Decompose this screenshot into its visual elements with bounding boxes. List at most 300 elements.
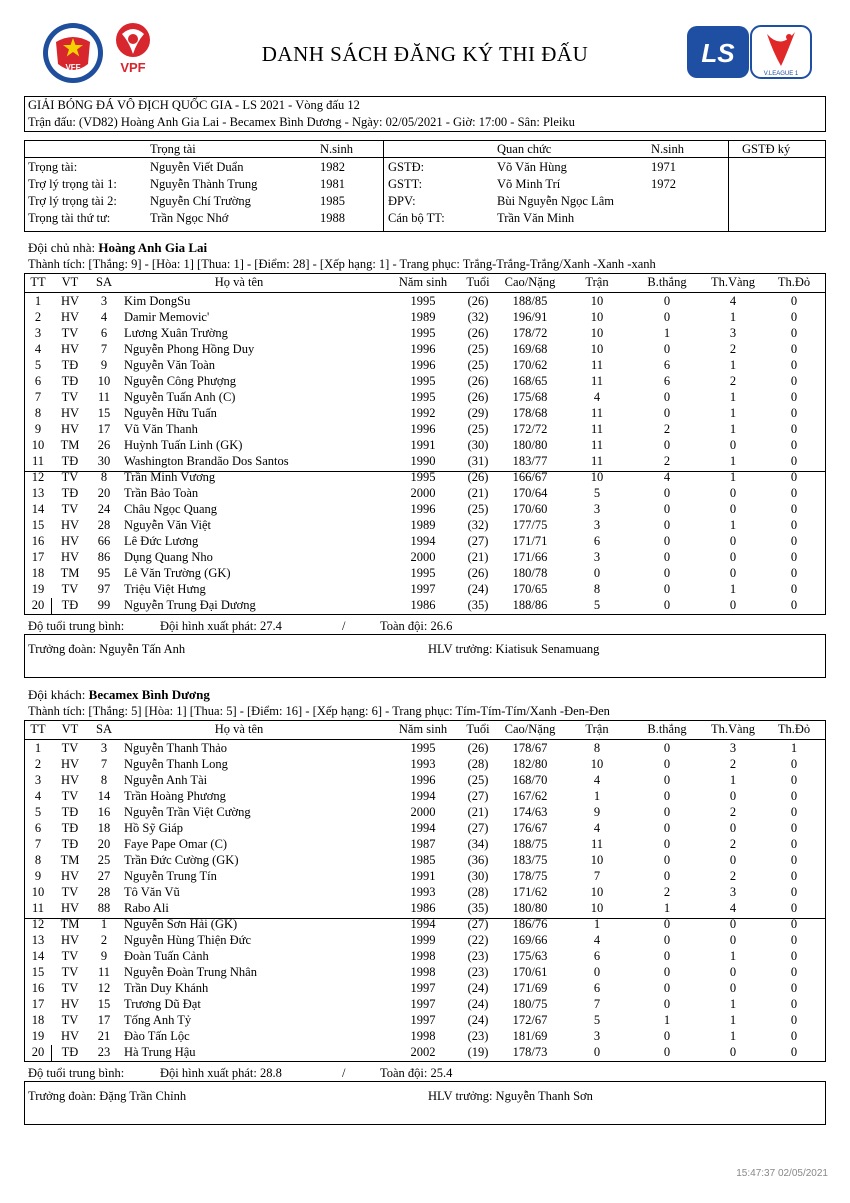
home-team-name: Hoàng Anh Gia Lai (98, 240, 208, 255)
cell-hw: 175/68 (512, 390, 548, 404)
table-row (0, 533, 850, 549)
cell-red: 0 (790, 853, 798, 867)
cell-matches: 0 (593, 965, 601, 979)
cell-goals: 0 (663, 837, 671, 851)
cell-goals: 0 (663, 390, 671, 404)
cell-red: 0 (790, 598, 798, 612)
cell-red: 0 (790, 486, 798, 500)
cell-vt: TV (61, 470, 79, 484)
cell-age: (23) (467, 949, 489, 963)
cell-age: (25) (467, 422, 489, 436)
cell-red: 0 (790, 1013, 798, 1027)
cell-matches: 0 (593, 566, 601, 580)
cell-born: 1999 (410, 933, 436, 947)
cell-yellow: 1 (729, 422, 737, 436)
vpf-logo-text: VPF (120, 60, 146, 75)
cell-tt: 15 (31, 965, 45, 979)
referee-name: Nguyễn Thành Trung (150, 177, 258, 191)
away-avg-start: Đội hình xuất phát: 28.8 (160, 1066, 282, 1080)
cell-name: Trương Dũ Đạt (124, 997, 201, 1011)
home-record: Thành tích: [Thắng: 9] - [Hòa: 1] [Thua: 1] - [Điểm: 28] - [Xếp hạng: 1] - Trang phục: Trắng-Trắng-Trắng/Xanh -Xanh -xanh (28, 257, 656, 271)
officials-row (0, 210, 850, 226)
home-avg-label: Độ tuổi trung bình: (28, 619, 125, 633)
cell-tt: 17 (31, 550, 45, 564)
cell-goals: 0 (663, 805, 671, 819)
cell-born: 1994 (410, 534, 436, 548)
cell-matches: 5 (593, 598, 601, 612)
official-role: ĐPV: (388, 194, 416, 208)
cell-born: 1996 (410, 502, 436, 516)
cell-vt: HV (60, 773, 80, 787)
table-row (0, 357, 850, 373)
cell-red: 0 (790, 965, 798, 979)
cell-yellow: 1 (729, 518, 737, 532)
cell-age: (23) (467, 965, 489, 979)
cell-matches: 4 (593, 933, 601, 947)
cell-name: Nguyễn Đoàn Trung Nhân (124, 965, 257, 979)
cell-goals: 0 (663, 853, 671, 867)
cell-matches: 10 (590, 885, 604, 899)
table-row (0, 437, 850, 453)
away-team-heading (28, 687, 210, 703)
cell-matches: 6 (593, 981, 601, 995)
cell-goals: 0 (663, 1029, 671, 1043)
competition-line: GIẢI BÓNG ĐÁ VÔ ĐỊCH QUỐC GIA - LS 2021 - Vòng đấu 12 (28, 98, 360, 112)
cell-vt: TM (60, 917, 80, 931)
cell-goals: 1 (663, 326, 671, 340)
cell-born: 2000 (410, 550, 436, 564)
cell-born: 1996 (410, 358, 436, 372)
cell-age: (34) (467, 837, 489, 851)
table-row (0, 900, 850, 916)
cell-goals: 0 (663, 933, 671, 947)
cell-hw: 175/63 (512, 949, 548, 963)
cell-hw: 178/73 (512, 1045, 548, 1059)
cell-sa: 88 (97, 901, 111, 915)
cell-goals: 4 (663, 470, 671, 484)
cell-born: 2000 (410, 805, 436, 819)
cell-age: (25) (467, 358, 489, 372)
official-name: Võ Minh Trí (497, 177, 561, 191)
cell-goals: 0 (663, 869, 671, 883)
cell-red: 0 (790, 933, 798, 947)
cell-hw: 170/62 (512, 358, 548, 372)
cell-matches: 10 (590, 326, 604, 340)
cell-age: (28) (467, 757, 489, 771)
referee-year: 1981 (320, 177, 345, 191)
officials-header (0, 141, 850, 157)
cell-matches: 7 (593, 997, 601, 1011)
table-row (0, 980, 850, 996)
cell-vt: TĐ (61, 821, 79, 835)
cell-age: (27) (467, 821, 489, 835)
cell-name: Nguyễn Hùng Thiện Đức (124, 933, 252, 947)
official-role: GSTĐ: (388, 160, 425, 174)
cell-yellow: 1 (729, 997, 737, 1011)
cell-tt: 2 (34, 310, 42, 324)
cell-red: 0 (790, 997, 798, 1011)
cell-goals: 0 (663, 1045, 671, 1059)
cell-yellow: 0 (729, 1045, 737, 1059)
referee-role: Trợ lý trọng tài 1: (28, 177, 117, 191)
cell-sa: 20 (97, 837, 111, 851)
cell-age: (32) (467, 518, 489, 532)
cell-matches: 11 (590, 374, 604, 388)
cell-hw: 180/75 (512, 997, 548, 1011)
cell-vt: TV (61, 502, 79, 516)
ls-logo-text: LS (701, 38, 735, 68)
cell-tt: 20 (31, 1045, 45, 1059)
cell-red: 1 (790, 741, 798, 755)
cell-hw: 188/85 (512, 294, 548, 308)
cell-born: 1998 (410, 1029, 436, 1043)
cell-age: (25) (467, 773, 489, 787)
cell-yellow: 2 (729, 805, 737, 819)
cell-matches: 3 (593, 1029, 601, 1043)
cell-sa: 17 (97, 422, 111, 436)
cell-red: 0 (790, 294, 798, 308)
col-header-goals: B.thắng (647, 722, 687, 736)
cell-age: (26) (467, 566, 489, 580)
cell-goals: 2 (663, 422, 671, 436)
cell-yellow: 4 (729, 901, 737, 915)
cell-matches: 11 (590, 358, 604, 372)
cell-hw: 178/68 (512, 406, 548, 420)
cell-vt: HV (60, 534, 80, 548)
away-team-name: Becamex Bình Dương (88, 687, 210, 702)
cell-name: Nguyễn Trần Việt Cường (124, 805, 251, 819)
cell-tt: 14 (31, 502, 45, 516)
table-row (0, 325, 850, 341)
cell-age: (25) (467, 342, 489, 356)
cell-yellow: 0 (729, 550, 737, 564)
cell-born: 1996 (410, 342, 436, 356)
cell-sa: 11 (97, 965, 111, 979)
cell-age: (22) (467, 933, 489, 947)
cell-matches: 11 (590, 438, 604, 452)
referee-name: Nguyễn Viết Duẩn (150, 160, 244, 174)
col-header-yellow: Th.Vàng (710, 722, 756, 736)
cell-yellow: 3 (729, 326, 737, 340)
cell-name: Tống Anh Tỷ (124, 1013, 192, 1027)
cell-goals: 1 (663, 901, 671, 915)
cell-yellow: 1 (729, 358, 737, 372)
table-row (0, 405, 850, 421)
col-header-vt: VT (61, 275, 79, 289)
cell-born: 1991 (410, 438, 436, 452)
cell-name: Lê Đức Lương (124, 534, 199, 548)
referee-role: Trợ lý trọng tài 2: (28, 194, 117, 208)
cell-goals: 1 (663, 1013, 671, 1027)
cell-vt: HV (60, 997, 80, 1011)
home-coach: HLV trưởng: Kiatisuk Senamuang (428, 642, 600, 656)
cell-tt: 1 (34, 741, 42, 755)
table-row (0, 517, 850, 533)
cell-vt: HV (60, 294, 80, 308)
cell-yellow: 0 (729, 821, 737, 835)
cell-tt: 5 (34, 805, 42, 819)
cell-name: Huỳnh Tuấn Linh (GK) (124, 438, 243, 452)
cell-vt: TV (61, 326, 79, 340)
cell-tt: 7 (34, 837, 42, 851)
cell-vt: HV (60, 1029, 80, 1043)
col-header-name: Họ và tên (214, 275, 264, 289)
cell-vt: HV (60, 901, 80, 915)
cell-red: 0 (790, 1029, 798, 1043)
cell-name: Washington Brandão Dos Santos (124, 454, 289, 468)
official-year: 1971 (651, 160, 676, 174)
cell-vt: HV (60, 550, 80, 564)
table-row (0, 772, 850, 788)
cell-yellow: 1 (729, 949, 737, 963)
away-avg-slash: / (342, 1066, 346, 1080)
cell-vt: TĐ (61, 486, 79, 500)
cell-red: 0 (790, 454, 798, 468)
cell-goals: 0 (663, 438, 671, 452)
cell-red: 0 (790, 1045, 798, 1059)
cell-sa: 9 (100, 949, 108, 963)
cell-age: (24) (467, 582, 489, 596)
cell-matches: 3 (593, 550, 601, 564)
cell-age: (30) (467, 869, 489, 883)
cell-age: (19) (467, 1045, 489, 1059)
cell-yellow: 2 (729, 837, 737, 851)
cell-age: (29) (467, 406, 489, 420)
cell-goals: 6 (663, 374, 671, 388)
cell-matches: 4 (593, 390, 601, 404)
cell-tt: 12 (31, 470, 45, 484)
cell-sa: 14 (97, 789, 111, 803)
cell-matches: 4 (593, 773, 601, 787)
cell-goals: 0 (663, 518, 671, 532)
cell-hw: 183/75 (512, 853, 548, 867)
cell-vt: TĐ (61, 805, 79, 819)
cell-sa: 24 (97, 502, 111, 516)
cell-tt: 8 (34, 406, 42, 420)
table-row (0, 389, 850, 405)
cell-name: Nguyễn Văn Việt (124, 518, 211, 532)
cell-name: Vũ Văn Thanh (124, 422, 198, 436)
cell-vt: TM (60, 853, 80, 867)
cell-matches: 10 (590, 294, 604, 308)
col-header-yellow: Th.Vàng (710, 275, 756, 289)
table-row (0, 581, 850, 597)
cell-age: (31) (467, 454, 489, 468)
official-name: Trần Văn Minh (497, 211, 575, 225)
cell-matches: 10 (590, 901, 604, 915)
cell-vt: TĐ (61, 837, 79, 851)
table-row (0, 501, 850, 517)
cell-red: 0 (790, 406, 798, 420)
cell-vt: TĐ (61, 598, 79, 612)
table-row (0, 341, 850, 357)
cell-name: Nguyễn Trung Tín (124, 869, 217, 883)
away-avg-all: Toàn đội: 25.4 (380, 1066, 453, 1080)
cell-vt: TV (61, 981, 79, 995)
cell-age: (26) (467, 294, 489, 308)
cell-born: 1992 (410, 406, 436, 420)
cell-goals: 0 (663, 406, 671, 420)
table-row (0, 964, 850, 980)
referee-birth-header: N.sinh (320, 142, 353, 156)
cell-tt: 16 (31, 981, 45, 995)
official-header: Quan chức (497, 142, 552, 156)
cell-matches: 10 (590, 853, 604, 867)
cell-red: 0 (790, 821, 798, 835)
cell-red: 0 (790, 789, 798, 803)
referee-year: 1988 (320, 211, 345, 225)
cell-yellow: 0 (729, 933, 737, 947)
cell-name: Nguyễn Trung Đại Dương (124, 598, 256, 612)
cell-yellow: 0 (729, 566, 737, 580)
cell-born: 1985 (410, 853, 436, 867)
cell-age: (24) (467, 997, 489, 1011)
official-name: Bùi Nguyễn Ngọc Lâm (497, 194, 614, 208)
cell-sa: 95 (97, 566, 111, 580)
col-header-matches: Trận (585, 275, 609, 289)
col-header-hw: Cao/Nặng (504, 275, 556, 289)
col-header-red: Th.Đỏ (777, 722, 811, 736)
cell-name: Faye Pape Omar (C) (124, 837, 228, 851)
cell-matches: 9 (593, 805, 601, 819)
cell-age: (26) (467, 326, 489, 340)
cell-tt: 3 (34, 773, 42, 787)
cell-name: Trần Bảo Toàn (124, 486, 199, 500)
cell-matches: 11 (590, 454, 604, 468)
cell-age: (35) (467, 901, 489, 915)
cell-tt: 11 (31, 454, 45, 468)
cell-born: 1995 (410, 566, 436, 580)
cell-sa: 8 (100, 470, 108, 484)
cell-age: (36) (467, 853, 489, 867)
cell-vt: HV (60, 933, 80, 947)
home-manager: Trưởng đoàn: Nguyễn Tấn Anh (28, 642, 186, 656)
cell-yellow: 2 (729, 757, 737, 771)
cell-hw: 188/86 (512, 598, 548, 612)
cell-born: 1998 (410, 949, 436, 963)
home-team-heading (28, 240, 207, 256)
away-label: Đội khách: (28, 687, 86, 702)
cell-born: 1997 (410, 1013, 436, 1027)
cell-red: 0 (790, 358, 798, 372)
cell-matches: 10 (590, 757, 604, 771)
cell-yellow: 1 (729, 390, 737, 404)
table-row (0, 756, 850, 772)
cell-sa: 28 (97, 885, 111, 899)
cell-name: Triệu Việt Hưng (124, 582, 206, 596)
table-row (0, 996, 850, 1012)
cell-vt: HV (60, 869, 80, 883)
cell-hw: 172/67 (512, 1013, 548, 1027)
cell-red: 0 (790, 534, 798, 548)
col-header-goals: B.thắng (647, 275, 687, 289)
cell-goals: 0 (663, 598, 671, 612)
table-row (0, 1012, 850, 1028)
cell-tt: 10 (31, 885, 45, 899)
table-row (0, 597, 850, 613)
home-avg-start: Đội hình xuất phát: 27.4 (160, 619, 282, 633)
cell-sa: 15 (97, 406, 111, 420)
cell-goals: 2 (663, 885, 671, 899)
cell-tt: 7 (34, 390, 42, 404)
cell-yellow: 0 (729, 438, 737, 452)
cell-goals: 2 (663, 454, 671, 468)
cell-tt: 17 (31, 997, 45, 1011)
cell-goals: 0 (663, 981, 671, 995)
cell-red: 0 (790, 757, 798, 771)
cell-born: 1994 (410, 917, 436, 931)
cell-sa: 18 (97, 821, 111, 835)
cell-matches: 1 (593, 789, 601, 803)
cell-born: 2000 (410, 486, 436, 500)
cell-matches: 10 (590, 310, 604, 324)
cell-hw: 174/63 (512, 805, 548, 819)
cell-tt: 3 (34, 326, 42, 340)
col-header-born: Năm sinh (398, 722, 448, 736)
cell-matches: 4 (593, 821, 601, 835)
cell-yellow: 4 (729, 294, 737, 308)
officials-row (0, 176, 850, 192)
table-row (0, 932, 850, 948)
cell-hw: 180/80 (512, 438, 548, 452)
table-row (0, 836, 850, 852)
cell-hw: 167/62 (512, 789, 548, 803)
cell-age: (21) (467, 550, 489, 564)
home-label: Đội chủ nhà: (28, 240, 96, 255)
cell-yellow: 0 (729, 965, 737, 979)
cell-yellow: 1 (729, 582, 737, 596)
cell-red: 0 (790, 550, 798, 564)
referee-role: Trọng tài thứ tư: (28, 211, 111, 225)
col-header-vt: VT (61, 722, 79, 736)
cell-age: (28) (467, 885, 489, 899)
cell-age: (21) (467, 805, 489, 819)
table-row (0, 788, 850, 804)
cell-hw: 196/91 (512, 310, 548, 324)
cell-hw: 168/65 (512, 374, 548, 388)
cell-born: 1997 (410, 582, 436, 596)
cell-hw: 171/69 (512, 981, 548, 995)
cell-born: 1994 (410, 789, 436, 803)
cell-red: 0 (790, 901, 798, 915)
cell-vt: TĐ (61, 1045, 79, 1059)
cell-matches: 6 (593, 534, 601, 548)
cell-matches: 5 (593, 1013, 601, 1027)
cell-age: (27) (467, 789, 489, 803)
cell-age: (26) (467, 470, 489, 484)
cell-name: Châu Ngọc Quang (124, 502, 218, 516)
cell-born: 1997 (410, 981, 436, 995)
cell-name: Nguyễn Thanh Long (124, 757, 228, 771)
cell-tt: 18 (31, 1013, 45, 1027)
cell-sa: 7 (100, 342, 108, 356)
table-row (0, 1044, 850, 1060)
cell-red: 0 (790, 773, 798, 787)
cell-born: 1998 (410, 965, 436, 979)
table-row (0, 485, 850, 501)
cell-vt: TV (61, 390, 79, 404)
cell-hw: 186/76 (512, 917, 548, 931)
cell-tt: 1 (34, 294, 42, 308)
table-row (0, 309, 850, 325)
cell-born: 1995 (410, 390, 436, 404)
home-table-header (0, 274, 850, 290)
cell-yellow: 0 (729, 981, 737, 995)
cell-goals: 0 (663, 502, 671, 516)
cell-tt: 6 (34, 374, 42, 388)
cell-goals: 6 (663, 358, 671, 372)
table-row (0, 852, 850, 868)
